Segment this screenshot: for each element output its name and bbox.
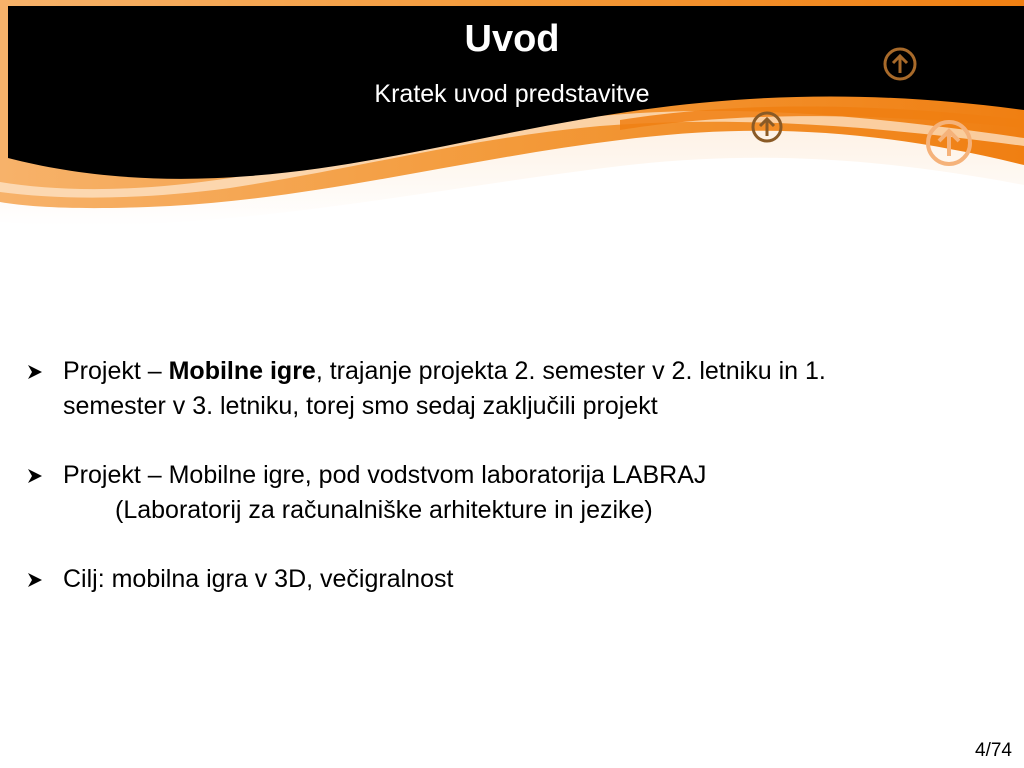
bullet-item-project-lab: [26, 458, 986, 528]
up-arrow-circle-icon: [750, 110, 784, 144]
bullet-prefix: Projekt –: [63, 357, 169, 385]
bullet-line-1-rest: , trajanje projekta 2. semester v 2. letniku in 1.: [315, 357, 826, 385]
bullet-item-project-duration: [26, 354, 986, 424]
bullet-text: [63, 354, 986, 389]
bullet-bold-text: Mobilne igre: [168, 357, 316, 385]
arrow-bullet-icon: [26, 467, 44, 485]
slide-header: [0, 0, 1024, 240]
up-arrow-circle-icon: [924, 118, 974, 168]
bullet-line-2: semester v 3. letniku, torej smo sedaj zaključili projekt: [63, 392, 658, 420]
bullet-line-2: (Laboratorij za računalniške arhitekture in jezike): [115, 496, 653, 524]
bullet-line-1: Cilj: mobilna igra v 3D, večigralnost: [63, 565, 454, 593]
page-number: 4/74: [975, 740, 1012, 761]
bullet-item-goal: [26, 562, 986, 597]
arrow-bullet-icon: [26, 363, 44, 381]
slide-subtitle: Kratek uvod predstavitve: [374, 80, 650, 108]
bullet-list: [26, 354, 986, 631]
arrow-bullet-icon: [26, 571, 44, 589]
bullet-line-1: Projekt – Mobilne igre, pod vodstvom laboratorija LABRAJ: [63, 461, 707, 489]
slide-title: Uvod: [464, 18, 560, 60]
